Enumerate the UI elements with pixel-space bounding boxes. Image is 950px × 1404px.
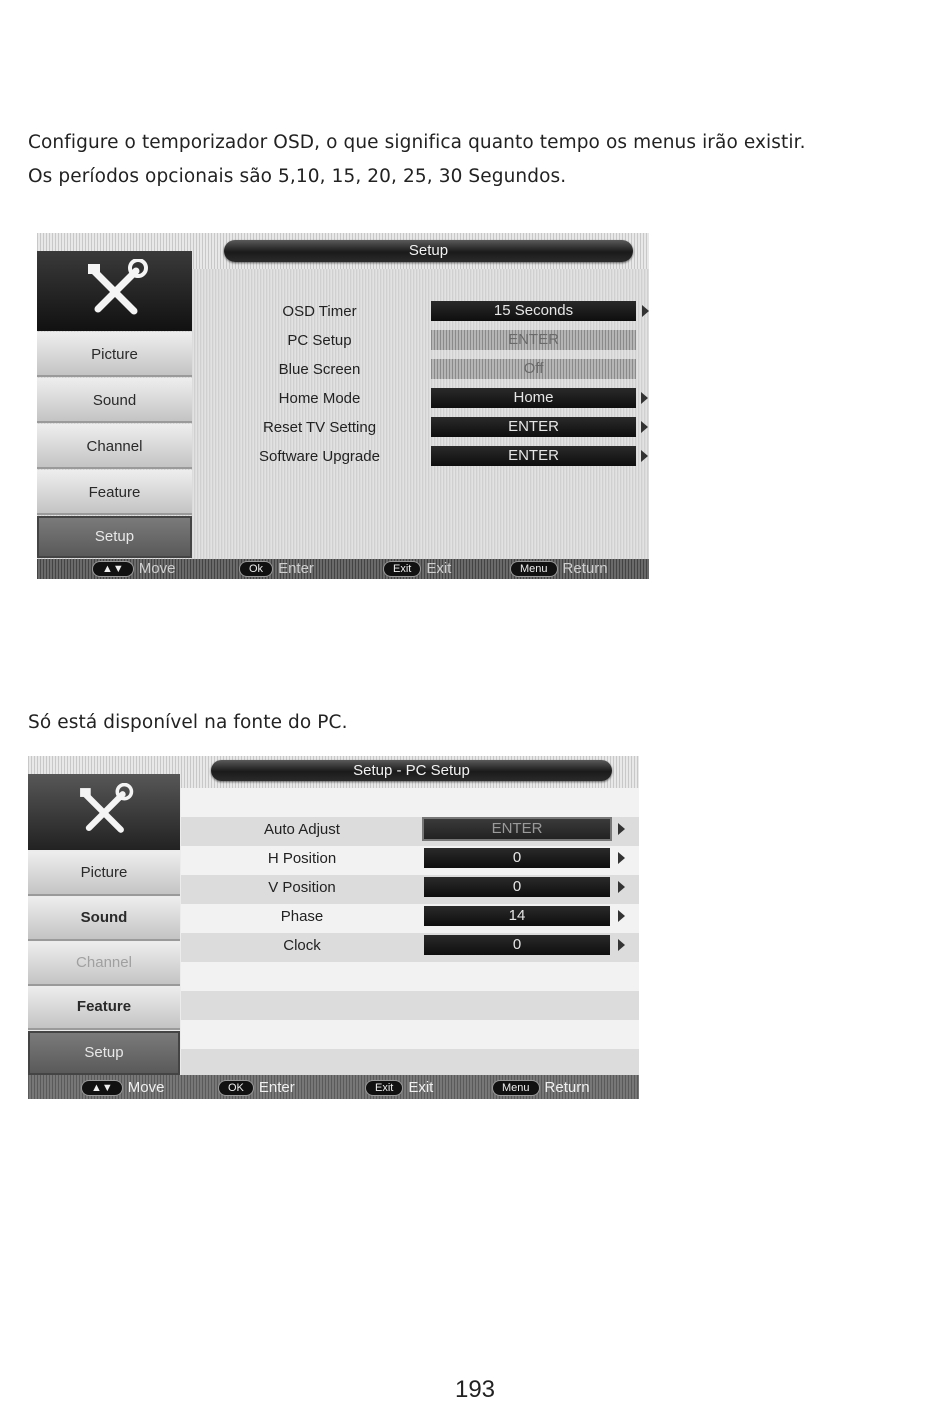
hint-label: Enter: [258, 1079, 295, 1096]
hint-move: [82, 1079, 164, 1096]
menu-row-reset-tv-setting[interactable]: [197, 413, 649, 442]
menu-key-icon: Menu: [493, 1081, 539, 1095]
row-value: ENTER: [431, 330, 636, 350]
menu-title: Setup - PC Setup: [211, 760, 612, 781]
tab-channel[interactable]: Channel: [28, 942, 180, 986]
row-label: OSD Timer: [282, 303, 357, 320]
tab-sound[interactable]: Sound: [37, 378, 192, 423]
hint-label: Return: [562, 560, 608, 577]
row-label: PC Setup: [287, 332, 352, 349]
hint-label: Move: [127, 1079, 165, 1096]
menu-title: Setup: [224, 240, 633, 262]
tab-setup[interactable]: Setup: [28, 1031, 180, 1075]
row-label: Reset TV Setting: [262, 419, 377, 436]
pc-note-paragraph: [28, 706, 348, 740]
arrow-right-icon: [642, 305, 649, 317]
row-label: V Position: [268, 879, 336, 896]
hint-exit: [366, 1079, 433, 1096]
hint-return: [493, 1079, 590, 1096]
row-label: Clock: [283, 937, 321, 954]
tab-picture[interactable]: Picture: [37, 332, 192, 377]
row-value[interactable]: ENTER: [424, 819, 610, 839]
row-label: H Position: [267, 850, 337, 867]
page-number: 193: [454, 1376, 496, 1403]
menu-key-icon: Menu: [511, 562, 557, 576]
menu-row-h-position[interactable]: [181, 844, 639, 873]
row-value[interactable]: Home: [431, 388, 636, 408]
pc-setup-menu-screenshot: [28, 756, 639, 1099]
menu-row-software-upgrade[interactable]: [197, 442, 649, 471]
tab-setup[interactable]: Setup: [37, 516, 192, 558]
tab-feature[interactable]: Feature: [37, 470, 192, 515]
tools-icon: [80, 259, 150, 323]
setup-logo: [28, 774, 180, 850]
row-value[interactable]: ENTER: [431, 446, 636, 466]
tab-channel[interactable]: Channel: [37, 424, 192, 469]
menu-row-clock[interactable]: [181, 931, 639, 960]
row-label: Home Mode: [278, 390, 361, 407]
ok-key-icon: Ok: [240, 562, 272, 576]
arrow-right-icon: [641, 392, 648, 404]
arrow-right-icon: [618, 910, 625, 922]
menu-row-v-position[interactable]: [181, 873, 639, 902]
hint-enter: [240, 560, 314, 577]
row-value[interactable]: 0: [424, 848, 610, 868]
osd-hint-bar: [37, 559, 649, 579]
menu-row-osd-timer[interactable]: [197, 297, 649, 326]
arrow-right-icon: [618, 881, 625, 893]
menu-row-auto-adjust[interactable]: [181, 815, 639, 844]
row-value[interactable]: 0: [424, 935, 610, 955]
row-value: Off: [431, 359, 636, 379]
menu-row-blue-screen[interactable]: [197, 355, 649, 384]
setup-logo: [37, 251, 192, 331]
hint-enter: [219, 1079, 295, 1096]
intro-line-1: Configure o temporizador OSD, o que significa quanto tempo os menus irão existir.: [28, 132, 806, 153]
hint-label: Return: [544, 1079, 590, 1096]
arrow-right-icon: [618, 823, 625, 835]
arrow-right-icon: [641, 450, 648, 462]
menu-row-home-mode[interactable]: [197, 384, 649, 413]
row-label: Auto Adjust: [264, 821, 340, 838]
arrow-right-icon: [618, 852, 625, 864]
tab-sound[interactable]: Sound: [28, 897, 180, 941]
arrow-right-icon: [641, 421, 648, 433]
updown-key-icon: ▲▼: [93, 562, 133, 576]
hint-label: Exit: [426, 560, 452, 577]
tab-picture[interactable]: Picture: [28, 852, 180, 896]
row-value[interactable]: 0: [424, 877, 610, 897]
intro-paragraph: [28, 126, 806, 194]
row-label: Blue Screen: [278, 361, 361, 378]
pc-note: Só está disponível na fonte do PC.: [28, 712, 348, 733]
hint-return: [511, 560, 608, 577]
tools-icon: [73, 783, 135, 841]
setup-menu-screenshot: [37, 233, 649, 579]
row-value[interactable]: 15 Seconds: [431, 301, 636, 321]
exit-key-icon: Exit: [384, 562, 420, 576]
tab-feature[interactable]: Feature: [28, 986, 180, 1030]
menu-row-phase[interactable]: [181, 902, 639, 931]
row-value[interactable]: ENTER: [431, 417, 636, 437]
ok-key-icon: OK: [219, 1081, 253, 1095]
exit-key-icon: Exit: [366, 1081, 402, 1095]
hint-move: [93, 560, 175, 577]
row-value[interactable]: 14: [424, 906, 610, 926]
hint-label: Exit: [408, 1079, 434, 1096]
intro-line-2: Os períodos opcionais são 5,10, 15, 20, 25, 30 Segundos.: [28, 166, 567, 187]
hint-label: Enter: [278, 560, 314, 577]
menu-row-pc-setup[interactable]: [197, 326, 649, 355]
arrow-right-icon: [618, 939, 625, 951]
hint-label: Move: [138, 560, 176, 577]
row-label: Phase: [280, 908, 324, 925]
osd-hint-bar: [28, 1075, 639, 1099]
hint-exit: [384, 560, 451, 577]
row-label: Software Upgrade: [259, 448, 380, 465]
updown-key-icon: ▲▼: [82, 1081, 122, 1095]
